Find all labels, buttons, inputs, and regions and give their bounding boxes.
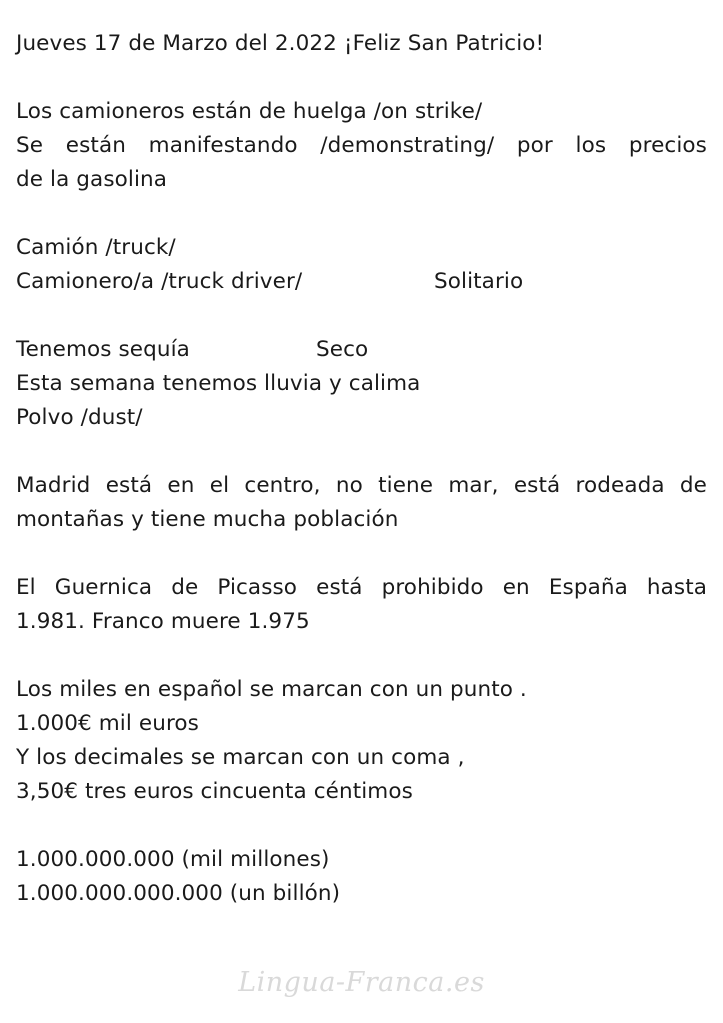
weather-sequia-row (16, 333, 707, 367)
vocab-camionero-row (16, 265, 707, 299)
numbers-line-1: Los miles en español se marcan con un punto . (16, 677, 527, 702)
strike-line-1: Los camioneros están de huelga /on strike/ (16, 99, 483, 124)
weather-sequia: Tenemos sequía (16, 337, 190, 362)
spacer (16, 435, 707, 469)
guernica-line-2: 1.981. Franco muere 1.975 (16, 609, 310, 634)
numbers-line-4: 3,50€ tres euros cincuenta céntimos (16, 779, 413, 804)
weather-seco: Seco (316, 337, 369, 362)
watermark-logo: Lingua-Franca.es (238, 967, 485, 998)
strike-line-3: de la gasolina (16, 167, 168, 192)
weather-lluvia: Esta semana tenemos lluvia y calima (16, 371, 421, 396)
vocab-camion: Camión /truck/ (16, 235, 176, 260)
weather-polvo: Polvo /dust/ (16, 405, 143, 430)
spacer (16, 61, 707, 95)
vocab-solitario: Solitario (434, 269, 524, 294)
spacer (16, 197, 707, 231)
spacer (16, 537, 707, 571)
guernica-line-1: El Guernica de Picasso está prohibido en España hasta (16, 575, 707, 600)
date-line: Jueves 17 de Marzo del 2.022 ¡Feliz San Patricio! (16, 31, 545, 56)
big-numbers-line-1: 1.000.000.000 (mil millones) (16, 847, 330, 872)
vocab-camionero: Camionero/a /truck driver/ (16, 269, 303, 294)
spacer (16, 299, 707, 333)
spacer (16, 809, 707, 843)
document-body (16, 27, 707, 911)
madrid-line-1: Madrid está en el centro, no tiene mar, está rodeada de (16, 473, 707, 498)
numbers-line-2: 1.000€ mil euros (16, 711, 199, 736)
numbers-line-3: Y los decimales se marcan con un coma , (16, 745, 465, 770)
spacer (16, 639, 707, 673)
big-numbers-line-2: 1.000.000.000.000 (un billón) (16, 881, 341, 906)
strike-line-2: Se están manifestando /demonstrating/ por los precios (16, 133, 707, 158)
madrid-line-2: montañas y tiene mucha población (16, 507, 399, 532)
